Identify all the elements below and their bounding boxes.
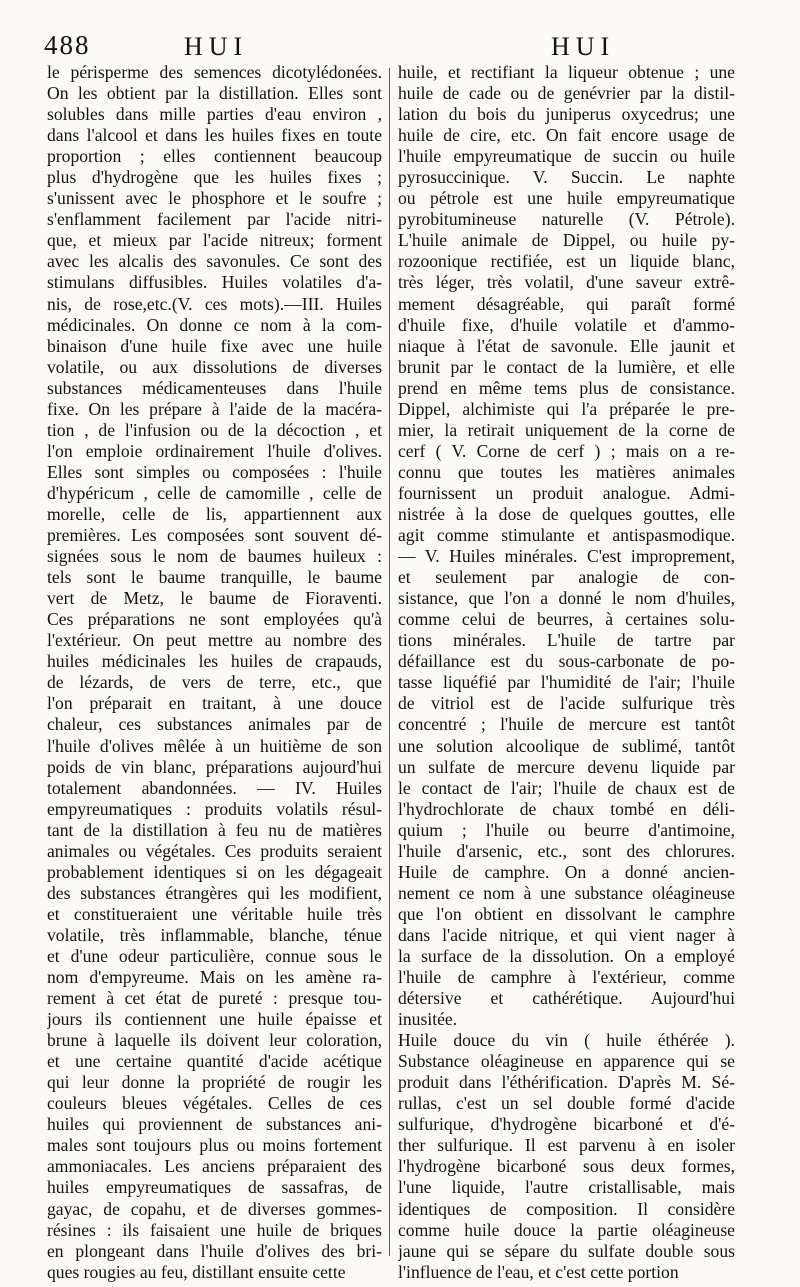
- text-line: tasse liquéfié par l'humidité de l'air; l'huile: [398, 672, 735, 693]
- text-line: Substance oléagineuse en apparence qui se: [398, 1051, 735, 1072]
- text-line: Elles sont simples ou composées : l'huile: [47, 461, 382, 482]
- text-line: le périsperme des semences dicotylédonées.: [47, 62, 382, 82]
- text-line: mement désagréable, qui paraît formé: [398, 293, 735, 314]
- text-line: ou pétrole est une huile empyreumatique: [398, 188, 735, 209]
- text-line: identiques de composition. Il considère: [398, 1198, 735, 1219]
- text-line: huile, et rectifiant la liqueur obtenue ; une: [398, 62, 735, 82]
- text-line: proportion ; elles contiennent beaucoup: [47, 146, 382, 167]
- text-line: s'unissent avec le phosphore et le soufre ;: [47, 188, 382, 209]
- text-line: Huile de camphre. On a donné ancien-: [398, 861, 735, 882]
- text-line: dans l'acide nitrique, et qui vient nager à: [398, 924, 735, 945]
- text-line: stimulans diffusibles. Huiles volatiles d'a-: [47, 272, 382, 293]
- text-line: rozoonique rectifiée, est un liquide blanc,: [398, 251, 735, 272]
- text-line: d'huile fixe, d'huile volatile et d'ammo-: [398, 314, 735, 335]
- text-line: huiles médicinales les huiles de crapauds,: [47, 651, 382, 672]
- text-line: l'huile empyreumatique de succin ou huile: [398, 146, 735, 167]
- text-line: tion , de l'infusion ou de la décoction , et: [47, 419, 382, 440]
- text-line: solubles dans mille parties d'eau environ ,: [47, 104, 382, 125]
- text-line: huile de cire, etc. On fait encore usage de: [398, 125, 735, 146]
- text-line: ammoniacales. Les anciens préparaient des: [47, 1156, 382, 1177]
- text-line: produit dans l'éthérification. D'après M. Sé-: [398, 1072, 735, 1093]
- text-line: couleurs bleues végétales. Celles de ces: [47, 1093, 382, 1114]
- text-line: jours ils contiennent une huile épaisse et: [47, 1009, 382, 1030]
- left-text-column: [47, 62, 382, 1283]
- text-line: gayac, de copahu, et de diverses gommes-: [47, 1198, 382, 1219]
- text-line: volatile, ou aux dissolutions de diverses: [47, 356, 382, 377]
- text-line: rement à cet état de pureté : presque tou-: [47, 988, 382, 1009]
- text-line: L'huile animale de Dippel, ou huile py-: [398, 230, 735, 251]
- text-line: comme huile douce la partie oléagineuse: [398, 1219, 735, 1240]
- text-line: fixe. On les prépare à l'aide de la macéra-: [47, 398, 382, 419]
- text-line: avec les alcalis des savonules. Ce sont des: [47, 251, 382, 272]
- text-line: pyrobitumineuse naturelle (V. Pétrole).: [398, 209, 735, 230]
- text-line: l'huile de camphre à l'extérieur, comme: [398, 967, 735, 988]
- text-line: huiles qui proviennent de substances ani-: [47, 1114, 382, 1135]
- right-running-title: HUI: [551, 32, 616, 61]
- text-line: ques rougies au feu, distillant ensuite cette: [47, 1261, 346, 1282]
- text-line: empyreumatiques : produits volatils résul-: [47, 798, 382, 819]
- text-line: — V. Huiles minérales. C'est improprement,: [398, 546, 735, 567]
- text-line: d'hypéricum , celle de camomille , celle de: [47, 482, 382, 503]
- page-number: 488: [44, 30, 91, 60]
- text-line: sulfurique, d'hydrogène bicarboné et d'é-: [398, 1114, 735, 1135]
- text-line: l'influence de l'eau, et c'est cette portion: [398, 1261, 679, 1282]
- text-line: que, et mieux par l'acide nitreux; forment: [47, 230, 382, 251]
- text-line: animales ou végétales. Ces produits seraient: [47, 840, 382, 861]
- text-line: la surface de la dissolution. On a employé: [398, 945, 735, 966]
- text-line: tels sont le baume tranquille, le baume: [47, 567, 382, 588]
- text-line: brunit par le contact de la lumière, et elle: [398, 356, 735, 377]
- text-line: l'hydrogène bicarboné sous deux formes,: [398, 1156, 735, 1177]
- text-line: et seulement par analogie de con-: [398, 567, 735, 588]
- text-line: premières. Les composées sont souvent dé-: [47, 525, 382, 546]
- text-line: ther sulfurique. Il est parvenu à en isoler: [398, 1135, 735, 1156]
- text-line: poids de vin blanc, préparations aujourd'hui: [47, 756, 382, 777]
- text-line: prend en même tems plus de consistance.: [398, 377, 735, 398]
- text-line: l'une liquide, l'autre cristallisable, mais: [398, 1177, 735, 1198]
- right-text-column: [398, 62, 735, 1283]
- text-line: s'enflamment facilement par l'acide nitri-: [47, 209, 382, 230]
- text-line: l'huile d'olives mêlée à un huitième de son: [47, 735, 382, 756]
- text-line: On les obtient par la distillation. Elles sont: [47, 83, 382, 104]
- text-line: le contact de l'air; l'huile de chaux est de: [398, 777, 735, 798]
- text-line: de vitriol est de l'acide sulfurique très: [398, 693, 735, 714]
- text-line: dans l'alcool et dans les huiles fixes en toute: [47, 125, 382, 146]
- text-line: l'hydrochlorate de chaux tombé en déli-: [398, 798, 735, 819]
- text-line: qui leur donne la propriété de rougir les: [47, 1072, 382, 1093]
- text-line: jaune qui se sépare du sulfate double sous: [398, 1240, 735, 1261]
- text-line: morelle, celle de lis, appartiennent aux: [47, 503, 382, 524]
- text-line: défaillance est du sous-carbonate de po-: [398, 651, 735, 672]
- text-line: et constitueraient une véritable huile très: [47, 903, 382, 924]
- text-line: vert de Metz, le baume de Fioraventi.: [47, 588, 382, 609]
- text-line: brune à laquelle ils doivent leur coloration,: [47, 1030, 382, 1051]
- text-line: cerf ( V. Corne de cerf ) ; mais on a re-: [398, 440, 735, 461]
- text-line: nistrée à la dose de quelques gouttes, elle: [398, 503, 735, 524]
- text-line: quium ; l'huile ou beurre d'antimoine,: [398, 819, 735, 840]
- text-line: un sulfate de mercure devenu liquide par: [398, 756, 735, 777]
- text-line: Ces préparations ne sont employées qu'à: [47, 609, 382, 630]
- text-line: des substances étrangères qui les modifient,: [47, 882, 382, 903]
- text-line: et une certaine quantité d'acide acétique: [47, 1051, 382, 1072]
- text-line: rullas, c'est un sel double formé d'acide: [398, 1093, 735, 1114]
- text-line: huiles empyreumatiques de sassafras, de: [47, 1177, 382, 1198]
- text-line: Huile douce du vin ( huile éthérée ).: [398, 1030, 735, 1051]
- text-line: binaison d'une huile fixe avec une huile: [47, 335, 382, 356]
- text-line: fournissent un produit analogue. Admi-: [398, 482, 735, 503]
- text-line: l'extérieur. On peut mettre au nombre des: [47, 630, 382, 651]
- text-line: substances médicamenteuses dans l'huile: [47, 377, 382, 398]
- text-line: une solution alcoolique de sublimé, tantôt: [398, 735, 735, 756]
- text-line: sistance, que l'on a donné le nom d'huiles,: [398, 588, 735, 609]
- text-line: comme celui de beurres, à certaines solu-: [398, 609, 735, 630]
- column-divider: [389, 68, 390, 1256]
- text-line: résines : ils faisaient une huile de briques: [47, 1219, 382, 1240]
- text-line: chaleur, ces substances animales par de: [47, 714, 382, 735]
- text-line: nis, de rose,etc.(V. ces mots).—III. Huiles: [47, 293, 382, 314]
- text-line: l'on emploie ordinairement l'huile d'olives.: [47, 440, 382, 461]
- text-line: Dippel, alchimiste qui l'a préparée le pre-: [398, 398, 735, 419]
- text-line: huile de cade ou de genévrier par la distil-: [398, 83, 735, 104]
- text-line: mier, la retirait uniquement de la corne de: [398, 419, 735, 440]
- text-line: tions minérales. L'huile de tartre par: [398, 630, 735, 651]
- text-line: que l'on obtient en dissolvant le camphre: [398, 903, 735, 924]
- text-line: très léger, très volatil, d'une saveur extrê-: [398, 272, 735, 293]
- text-line: niaque à l'état de savonule. Elle jaunit et: [398, 335, 735, 356]
- text-line: en plongeant dans l'huile d'olives des bri-: [47, 1240, 382, 1261]
- text-line: probablement identiques si on les dégageait: [47, 861, 382, 882]
- text-line: signées sous le nom de baumes huileux :: [47, 546, 382, 567]
- text-line: nom d'empyreume. Mais on les amène ra-: [47, 967, 382, 988]
- text-line: détersive et cathérétique. Aujourd'hui: [398, 988, 735, 1009]
- text-line: médicinales. On donne ce nom à la com-: [47, 314, 382, 335]
- text-line: de lézards, de vers de terre, etc., que: [47, 672, 382, 693]
- text-line: connu que toutes les matières animales: [398, 461, 735, 482]
- text-line: l'huile d'arsenic, etc., sont des chlorures.: [398, 840, 735, 861]
- text-line: nement ce nom à une substance oléagineuse: [398, 882, 735, 903]
- text-line: agit comme stimulante et antispasmodique.: [398, 525, 735, 546]
- text-line: l'on préparait en traitant, à une douce: [47, 693, 382, 714]
- text-line: pyrosuccinique. V. Succin. Le naphte: [398, 167, 735, 188]
- text-line: totalement abandonnées. — IV. Huiles: [47, 777, 382, 798]
- text-line: males sont toujours plus ou moins fortement: [47, 1135, 382, 1156]
- text-line: concentré ; l'huile de mercure est tantôt: [398, 714, 735, 735]
- text-line: lation du bois du juniperus oxycedrus; une: [398, 104, 735, 125]
- text-line: inusitée.: [398, 1009, 458, 1030]
- text-line: volatile, très inflammable, blanche, ténue: [47, 924, 382, 945]
- text-line: tant de la distillation à feu nu de matières: [47, 819, 382, 840]
- text-line: plus d'hydrogène que les huiles fixes ;: [47, 167, 382, 188]
- left-running-title: HUI: [184, 32, 249, 61]
- text-line: et d'une odeur particulière, connue sous le: [47, 945, 382, 966]
